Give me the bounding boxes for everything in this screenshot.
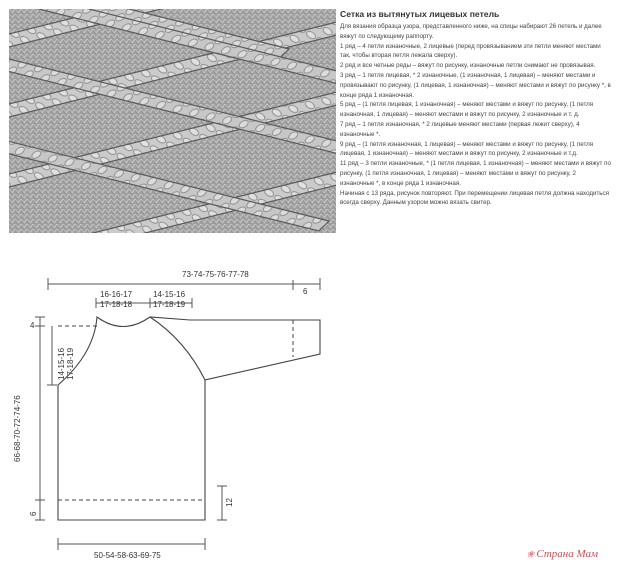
hem-left-label: 6 [29, 511, 38, 516]
pattern-paragraph: 1 ряд – 4 петли изнаночные, 2 лицевые (перед провязыванием эти петли меняют местами так, чтобы вторая петля лежала сверху). [340, 42, 601, 60]
neck-width-label-b: 17-18-18 [100, 300, 133, 309]
flower-icon: ❀ [526, 549, 535, 559]
sweater-outline [58, 317, 320, 520]
pattern-paragraph: Для вязания образца узора, представленного ниже, на спицы набирают 26 петель и далее вяжут по следующему раппорту. [340, 23, 602, 40]
watermark-text: Страна Мам [536, 548, 598, 560]
pattern-paragraph: Начиная с 13 ряда, рисунок повторяют. При перемещении лицевая петля должна находиться всегда сверху. Данным узором можно вязать свитер. [340, 189, 609, 207]
hem-right-label: 12 [225, 498, 234, 507]
pattern-title: Сетка из вытянутых лицевых петель [340, 9, 500, 19]
raglan-label-b: 17-18-19 [66, 347, 75, 380]
neck-depth-label: 4 [30, 321, 35, 330]
knitting-sample-photo [9, 9, 336, 233]
raglan-label-a: 14-15-16 [57, 347, 66, 380]
sweater-schematic [0, 262, 330, 562]
pattern-paragraph: 3 ряд – 1 петля лицевая, * 2 изнаночные, (1 изнаночная, 1 лицевая) – меняют местами и провязывают по рисунку, (1 лицевая, 1 изнаночная) – меняют местами и вяжут по рисунку *, в конце ряда 1 изнаночная. [340, 71, 611, 99]
pattern-paragraph: 11 ряд – 3 петли изнаночные, * (1 петля лицевая, 1 изнаночная) – меняют местами и вяжут по рисунку, (1 петля изнаночная, 1 лицевая) – меняют местами и вяжут по рисунку, 2 изнаночные *, в конце ряда 1 изнаночная. [340, 160, 611, 187]
total-width-label: 73-74-75-76-77-78 [182, 270, 249, 279]
pattern-paragraph: 7 ряд – 1 петля изнаночная, * 2 лицевые меняют местами (первая лежит сверху), 4 изнаночные *. [340, 120, 580, 138]
bottom-width-label: 50-54-58-63-69-75 [94, 551, 161, 560]
shoulder-label-a: 14-15-16 [153, 290, 186, 299]
pattern-description [340, 9, 612, 208]
sleeve-cuff-label: 6 [303, 287, 308, 296]
shoulder-label-b: 17-18-19 [153, 300, 186, 309]
knitting-pattern-image [9, 9, 336, 233]
pattern-paragraph: 2 ряд и все четные ряды – вяжут по рисунку, изнаночные петли снимают не провязывая. [340, 62, 596, 70]
site-watermark [527, 548, 598, 560]
pattern-paragraph: 5 ряд – (1 петля лицевая, 1 изнаночная) – меняют местами и вяжут по рисунку, (1 петля изнаночная, 1 лицевая) – меняют местами и вяжут по рисунку, 2 изнаночные и т. д. [340, 101, 594, 119]
total-length-label: 66-68-70-72-74-76 [13, 395, 22, 462]
pattern-paragraph: 9 ряд – (1 петля изнаночная, 1 лицевая) – меняют местами и вяжут по рисунку, (1 петля лицевая, 1 изнаночная) – меняют местами и вяжут по рисунку, 2 изнаночные и т.д. [340, 140, 594, 158]
neck-width-label-a: 16-16-17 [100, 290, 133, 299]
